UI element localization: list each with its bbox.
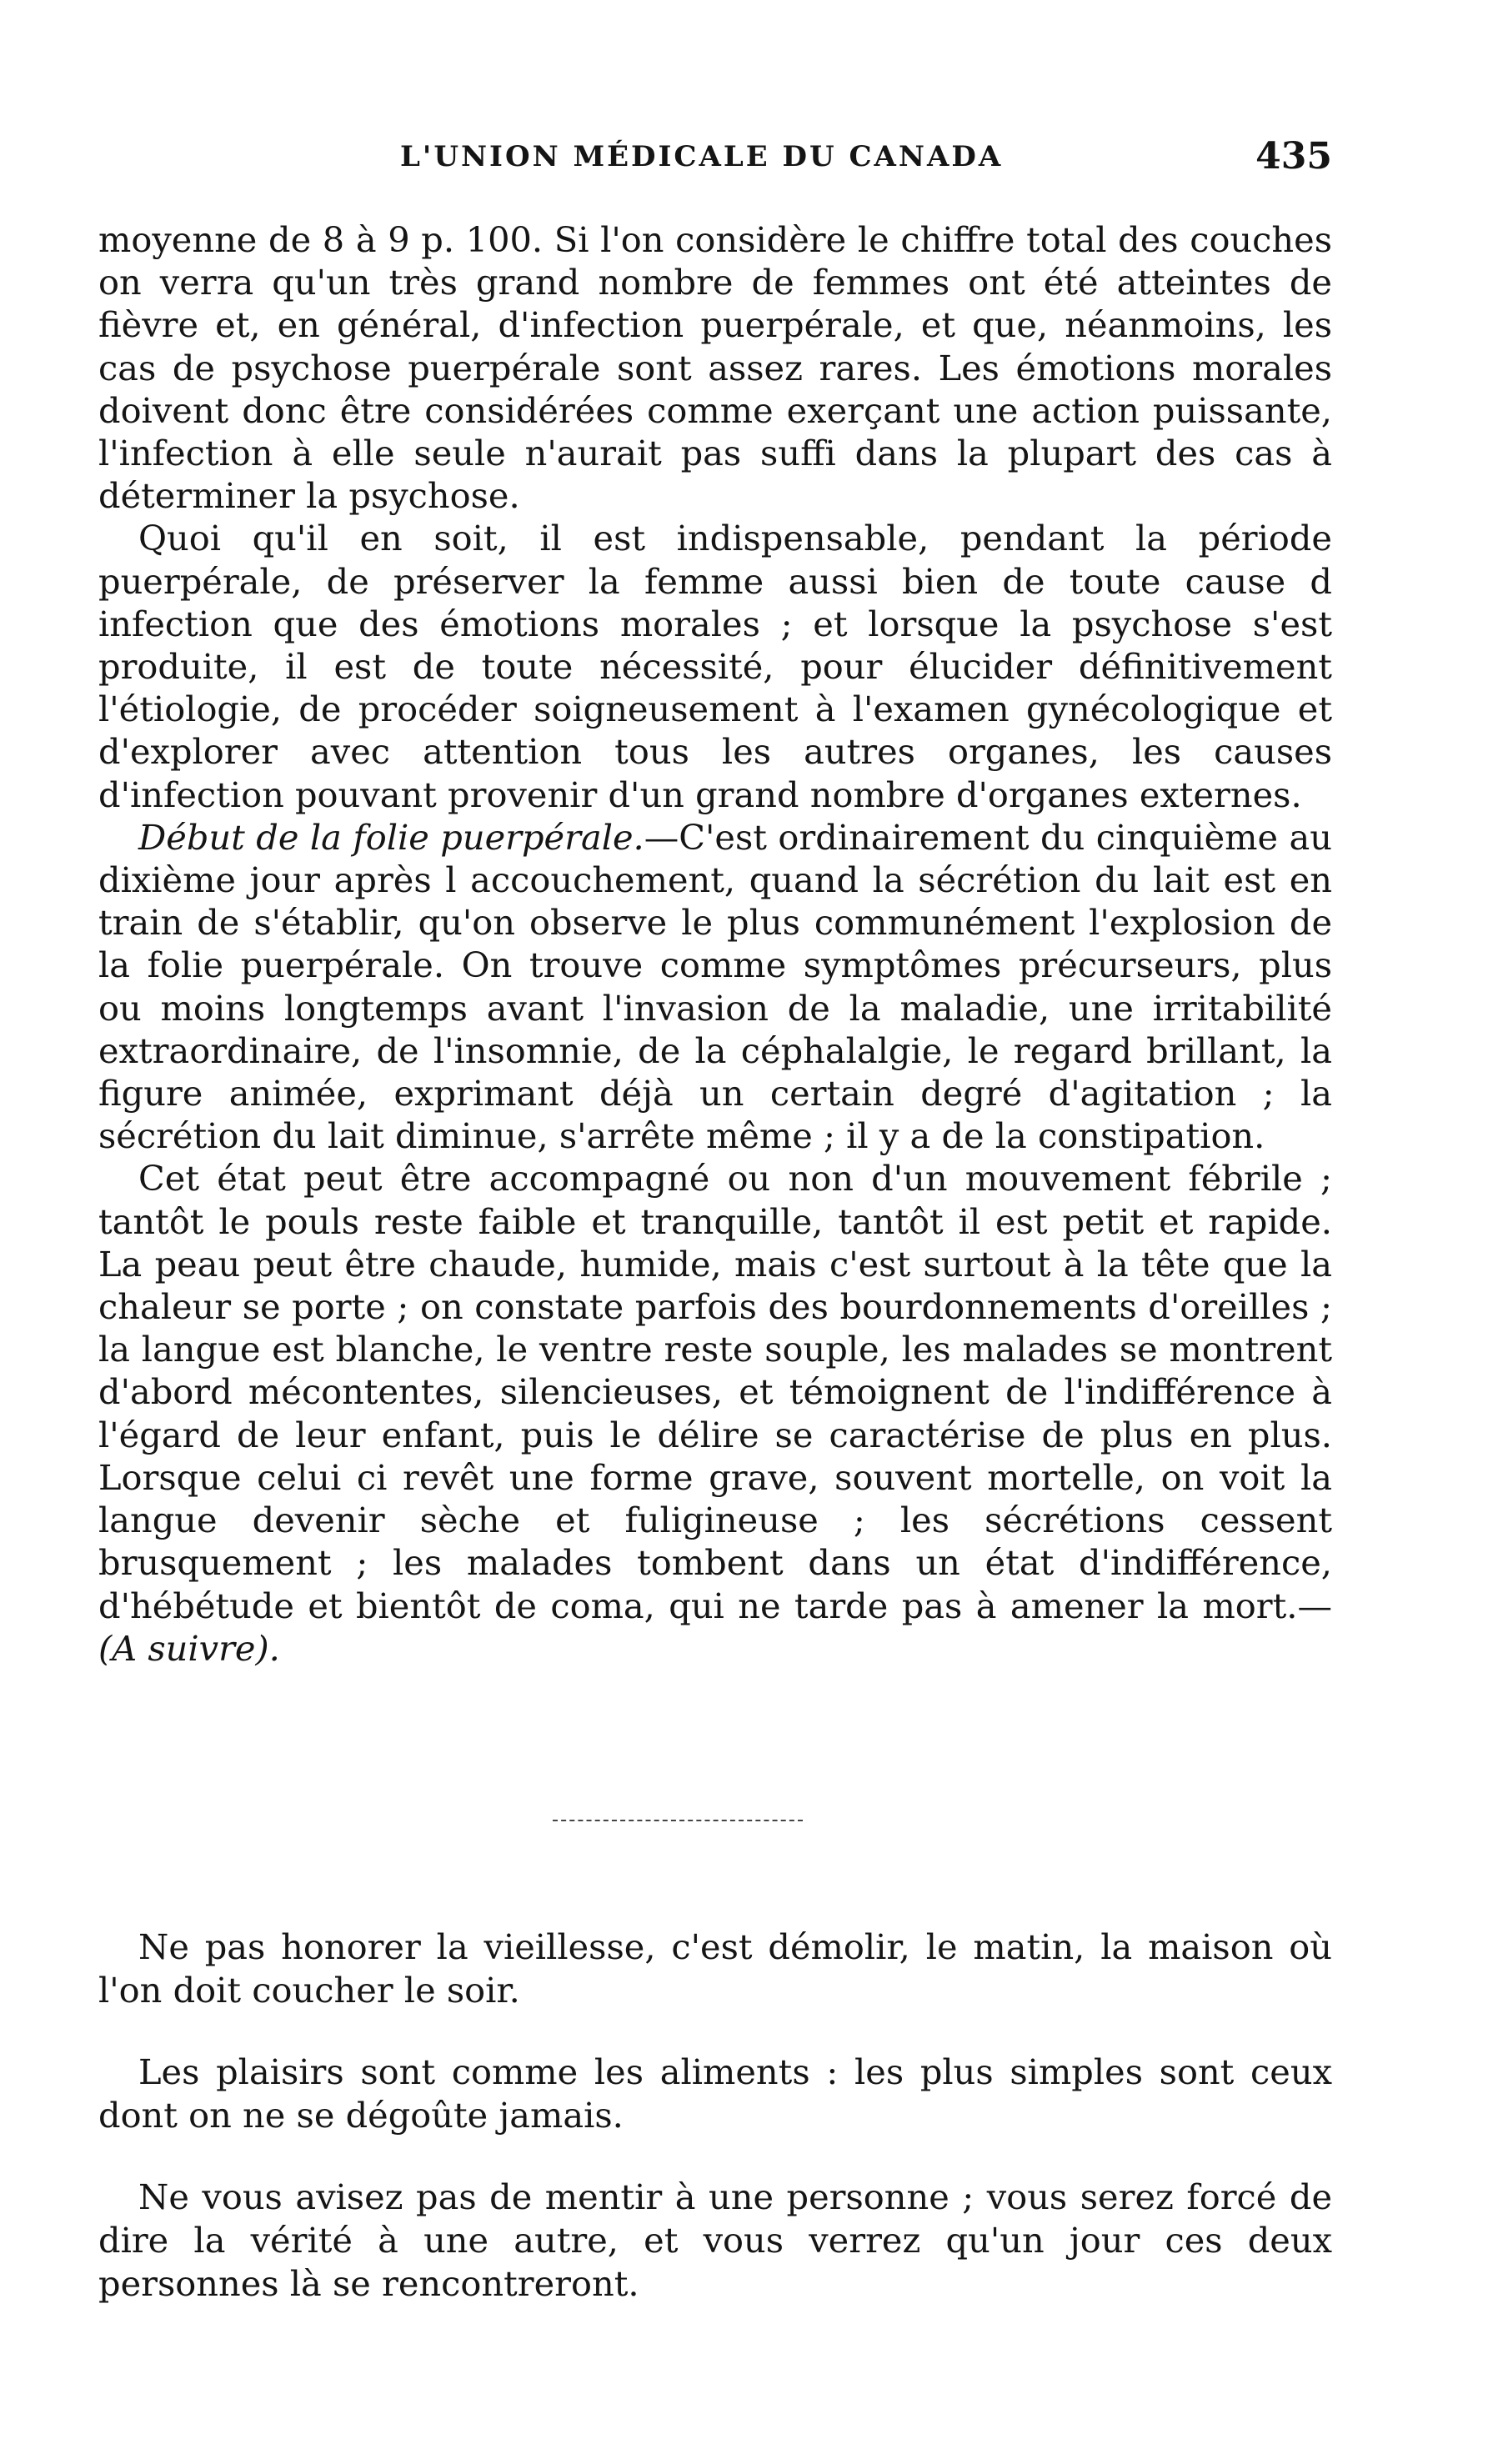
maxim-2: Les plaisirs sont comme les aliments : les plus simples sont ceux dont on ne se dégoûte jamais.: [98, 2051, 1332, 2136]
section-separator: [553, 1820, 803, 1821]
maxim-3: Ne vous avisez pas de mentir à une personne ; vous serez forcé de dire la vérité à une autre, et vous verrez qu'un jour ces deux personnes là se rencontreront.: [98, 2176, 1332, 2304]
page-number: 435: [1255, 135, 1332, 178]
maxim-1: Ne pas honorer la vieillesse, c'est démolir, le matin, la maison où l'on doit coucher le soir.: [98, 1926, 1332, 2011]
to-be-continued: (A suivre).: [98, 1627, 280, 1669]
paragraph-1: moyenne de 8 à 9 p. 100. Si l'on considère le chiffre total des couches on verra qu'un très grand nombre de femmes ont été atteintes de fièvre et, en général, d'infection puerpérale, et que, néanmoins, les cas de psychose puerpérale sont assez rares. Les émotions morales doivent donc être considérées comme exerçant une action puissante, l'infection à elle seule n'aurait pas suffi dans la plupart des cas à déterminer la psychose.: [98, 219, 1332, 517]
paragraph-4-text: Cet état peut être accompagné ou non d'un mouvement fébrile ; tantôt le pouls reste faible et tranquille, tantôt il est petit et rapide. La peau peut être chaude, humide, mais c'est surtout à la tête que la chaleur se porte ; on constate parfois des bourdonnements d'oreilles ; la langue est blanche, le ventre reste souple, les malades se montrent d'abord mécontentes, silencieuses, et témoignent de l'indifférence à l'égard de leur enfant, puis le délire se caractérise de plus en plus. Lorsque celui ci revêt une forme grave, souvent mortelle, on voit la langue devenir sèche et fuligineuse ; les sécrétions cessent brusquement ; les malades tombent dans un état d'indifférence, d'hébétude et bientôt de coma, qui ne tarde pas à amener la mort.—: [98, 1158, 1332, 1626]
paragraph-4: [98, 1157, 1332, 1669]
running-head: L'UNION MÉDICALE DU CANADA: [400, 140, 1004, 173]
page-header: [98, 135, 1332, 187]
section-rubric: Début de la folie puerpérale.: [138, 816, 644, 858]
paragraph-3: [98, 816, 1332, 1158]
paragraph-2: Quoi qu'il en soit, il est indispensable, pendant la période puerpérale, de préserver la femme aussi bien de toute cause d infection que des émotions morales ; et lorsque la psychose s'est produite, il est de toute nécessité, pour élucider définitivement l'étiologie, de procéder soigneusement à l'examen gynécologique et d'explorer avec attention tous les autres organes, les causes d'infection pouvant provenir d'un grand nombre d'organes externes.: [98, 518, 1332, 815]
article-body: [98, 218, 1332, 1670]
paragraph-3-text: —C'est ordinairement du cinquième au dixième jour après l accouchement, quand la sécrétion du lait est en train de s'établir, qu'on observe le plus communément l'explosion de la folie puerpérale. On trouve comme symptômes précurseurs, plus ou moins longtemps avant l'invasion de la maladie, une irritabilité extraordinaire, de l'insomnie, de la céphalalgie, le regard brillant, la figure animée, exprimant déjà un certain degré d'agitation ; la sécrétion du lait diminue, s'arrête même ; il y a de la constipation.: [98, 816, 1332, 1157]
maxims: [98, 1926, 1332, 2344]
